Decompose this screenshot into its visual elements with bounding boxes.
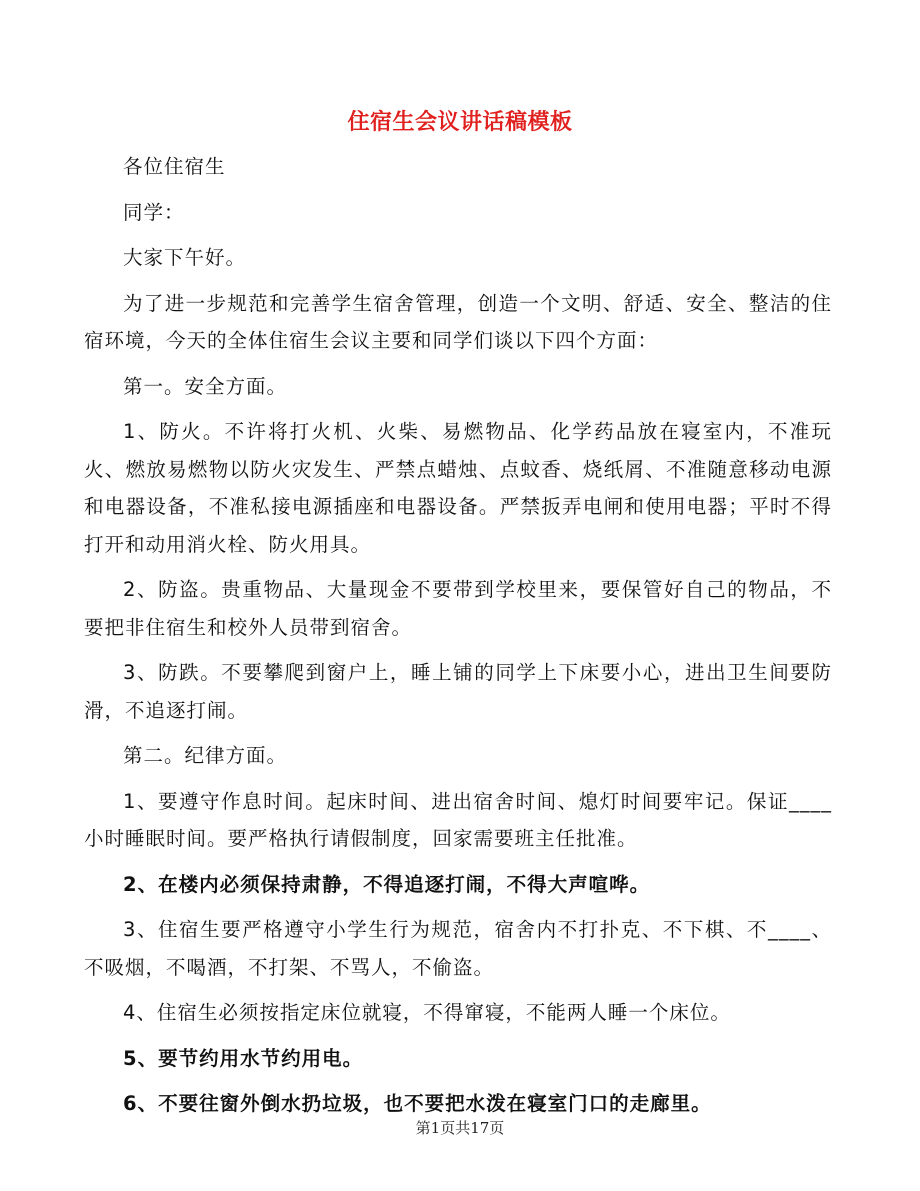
paragraph-schedule: 1、要遵守作息时间。起床时间、进出宿舍时间、熄灯时间要牢记。保证____小时睡眠时间。要严格执行请假制度，回家需要班主任批准。	[84, 789, 832, 850]
section-heading-discipline: 第二。纪律方面。	[123, 744, 288, 767]
paragraph-conservation: 5、要节约用水节约用电。	[123, 1046, 364, 1070]
paragraph-no-littering: 6、不要往窗外倒水扔垃圾，也不要把水泼在寝室门口的走廊里。	[123, 1092, 712, 1115]
document-body	[84, 148, 832, 1131]
page-number-footer: 第1页共17页	[415, 1119, 505, 1137]
paragraph-bed-assignment: 4、住宿生必须按指定床位就寝，不得窜寝，不能两人睡一个床位。	[123, 1001, 731, 1024]
paragraph-salutation: 各位住宿生	[123, 155, 226, 178]
paragraph-greeting: 大家下午好。	[123, 246, 247, 269]
paragraph-quiet: 2、在楼内必须保持肃静，不得追逐打闹，不得大声喧哗。	[123, 872, 651, 896]
paragraph-fire-prevention: 1、防火。不许将打火机、火柴、易燃物品、化学药品放在寝室内，不准玩火、燃放易燃物以防火灾发生、严禁点蜡烛、点蚊香、烧纸屑、不准随意移动电源和电器设备，不准私接电源插座和电器设备。严禁扳弄电闸和使用电器；平时不得打开和动用消火栓、防火用具。	[84, 420, 832, 556]
section-heading-safety: 第一。安全方面。	[123, 374, 288, 398]
paragraph-theft-prevention: 2、防盗。贵重物品、大量现金不要带到学校里来，要保管好自己的物品，不要把非住宿生和校外人员带到宿舍。	[84, 578, 832, 639]
paragraph-intro: 为了进一步规范和完善学生宿舍管理，创造一个文明、舒适、安全、整洁的住宿环境，今天的全体住宿生会议主要和同学们谈以下四个方面：	[84, 291, 832, 352]
paragraph-fall-prevention: 3、防跌。不要攀爬到窗户上，睡上铺的同学上下床要小心，进出卫生间要防滑，不追逐打闹。	[84, 661, 832, 722]
paragraph-conduct: 3、住宿生要严格遵守小学生行为规范，宿舍内不打扑克、不下棋、不____、不吸烟，不喝酒，不打架、不骂人，不偷盗。	[84, 918, 832, 979]
document-title: 住宿生会议讲话稿模板	[347, 110, 573, 135]
paragraph-salutation-cont: 同学：	[123, 200, 185, 224]
